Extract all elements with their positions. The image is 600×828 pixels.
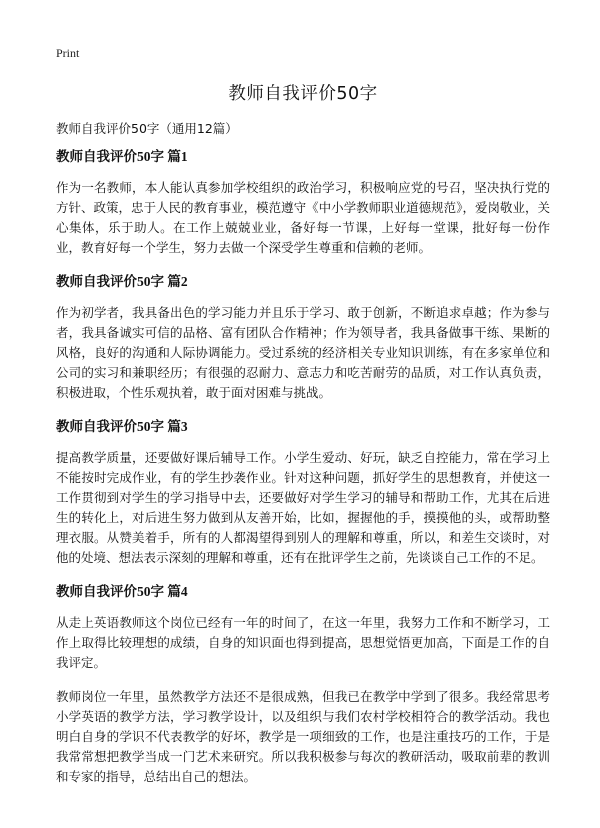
section-1 bbox=[56, 147, 550, 258]
section-4 bbox=[56, 582, 550, 787]
section-2 bbox=[56, 272, 550, 403]
section-heading: 教师自我评价50字 篇1 bbox=[56, 149, 188, 164]
document-subtitle: 教师自我评价50字（通用12篇） bbox=[56, 121, 238, 136]
section-heading: 教师自我评价50字 篇4 bbox=[56, 584, 188, 599]
section-heading: 教师自我评价50字 篇3 bbox=[56, 419, 188, 434]
section-heading: 教师自我评价50字 篇2 bbox=[56, 274, 188, 289]
page-title: 教师自我评价50字 bbox=[228, 84, 378, 104]
section-3 bbox=[56, 417, 550, 568]
paragraph: 教师岗位一年里，虽然教学方法还不是很成熟，但我已在教学中学到了很多。我经常思考小学英语的教学方法，学习教学设计，以及组织与我们农村学校相符合的教学活动。我也明白自身的学识不代表教学的好坏，教学是一项细致的工作，也是注重技巧的工作，于是我常常想把教学当成一门艺术来研究。所以我积极参与每次的教研活动，吸取前辈的教训和专家的指导，总结出自己的想法。 bbox=[56, 689, 550, 784]
print-link[interactable]: Print bbox=[56, 46, 80, 60]
paragraph: 提高教学质量，还要做好课后辅导工作。小学生爱动、好玩，缺乏自控能力，常在学习上不能按时完成作业，有的学生抄袭作业。针对这种问题，抓好学生的思想教育，并使这一工作贯彻到对学生的学习指导中去，还要做好对学生学习的辅导和帮助工作，尤其在后进生的转化上，对后进生努力做到从友善开始，比如，握握他的手，摸摸他的头，或帮助整理衣服。从赞美着手，所有的人都渴望得到别人的理解和尊重，所以，和差生交谈时，对他的处境、想法表示深刻的理解和尊重，还有在批评学生之前，先谈谈自己工作的不足。 bbox=[56, 450, 550, 565]
paragraph: 从走上英语教师这个岗位已经有一年的时间了，在这一年里，我努力工作和不断学习，工作上取得比较理想的成绩，自身的知识面也得到提高，思想觉悟更加高，下面是工作的自我评定。 bbox=[56, 615, 550, 670]
document-body bbox=[56, 80, 550, 801]
paragraph: 作为初学者，我具备出色的学习能力并且乐于学习、敢于创新，不断追求卓越；作为参与者，我具备诚实可信的品格、富有团队合作精神；作为领导者，我具备做事干练、果断的风格，良好的沟通和人际协调能力。受过系统的经济相关专业知识训练，有在多家单位和公司的实习和兼职经历；有很强的忍耐力、意志力和吃苦耐劳的品质，对工作认真负责，积极进取，个性乐观执着，敢于面对困难与挑战。 bbox=[56, 305, 550, 400]
paragraph: 作为一名教师，本人能认真参加学校组织的政治学习，积极响应党的号召，坚决执行党的方针、政策，忠于人民的教育事业，模范遵守《中小学教师职业道德规范》，爱岗敬业，关心集体，乐于助人。在工作上兢兢业业，备好每一节课，上好每一堂课，批好每一份作业，教育好每一个学生，努力去做一个深受学生尊重和信赖的老师。 bbox=[56, 180, 550, 255]
